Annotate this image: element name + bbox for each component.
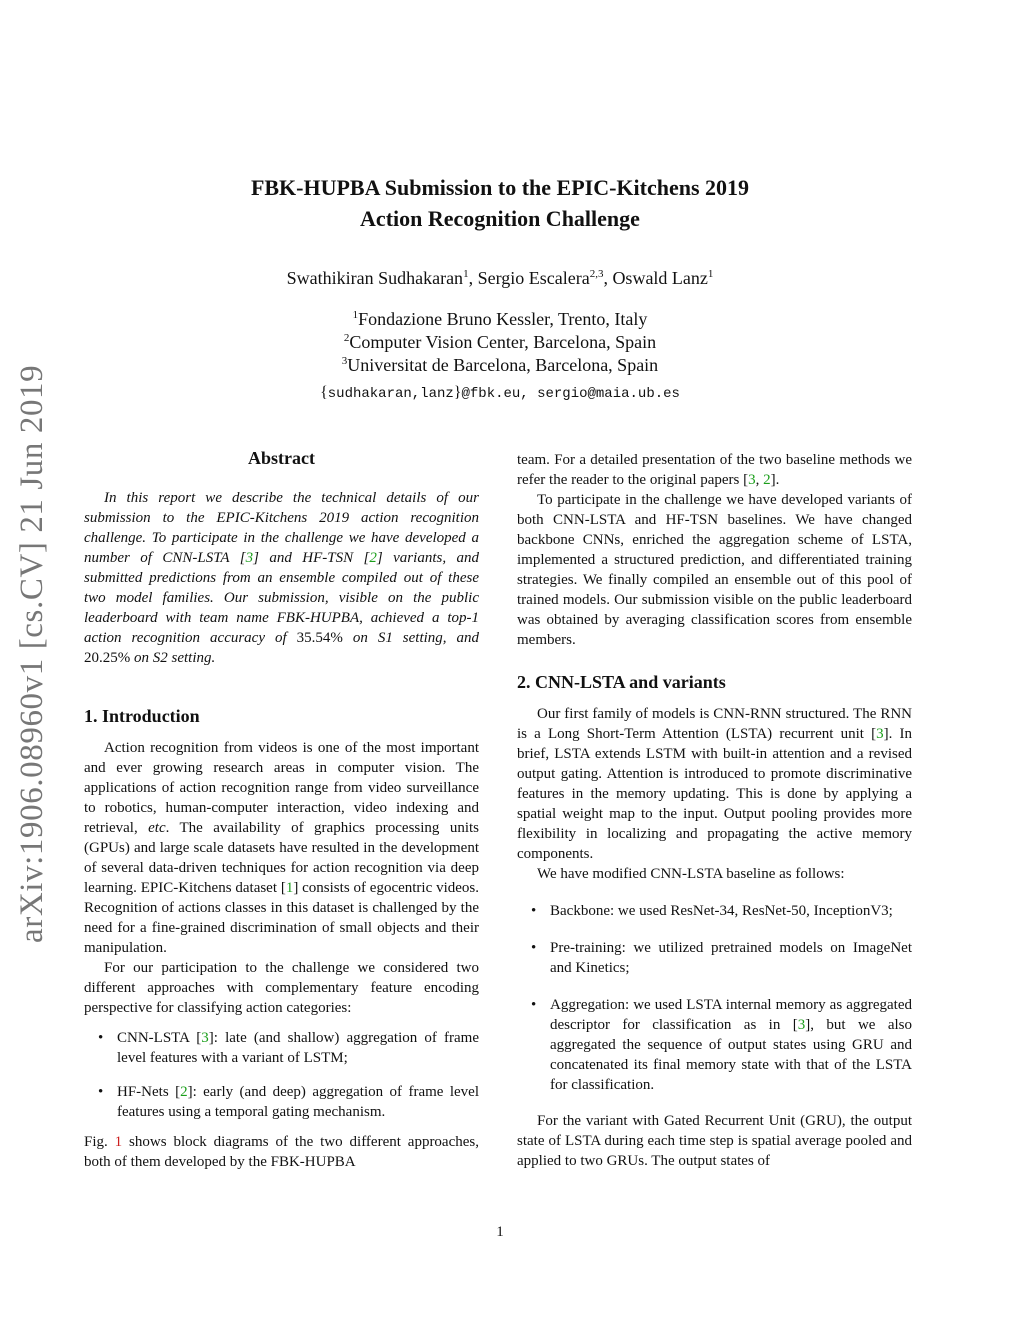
page-number: 1: [496, 1224, 504, 1240]
citation-link[interactable]: 3: [245, 550, 254, 566]
citation-link[interactable]: 3: [748, 472, 756, 488]
author-affiliation-mark: 2,3: [589, 268, 604, 280]
abstract-text: In this report we describe the technical details of our submission to the EPIC-Kitchens 2019 action recognition challenge. To participate in the challenge we have developed a number of CNN-LSTA [3] and HF-TSN [2] variants, and submitted predictions from an ensemble compiled out of these two model families. Our submission, visible on the public leaderboard with team name FBK-HUPBA, achieved a top-1 action recognition accuracy of 35.54% on S1 setting, and 20.25% on S2 setting.: [84, 490, 480, 666]
title-line-1: FBK-HUPBA Submission to the EPIC-Kitchens 2019: [250, 175, 750, 200]
figure-link[interactable]: 1: [114, 1134, 123, 1150]
author-list: [160, 268, 840, 289]
intro-paragraph: To participate in the challenge we have developed variants of both CNN-LSTA and HF-TSN baselines. We have changed backbone CNNs, enriched the aggregation scheme of LSTA, implemented a structured prediction, and differentiated training strategies. We finally compiled an ensemble out of this pool of trained models. Our submission visible on the public leaderboard was obtained by averaging classification scores from ensemble members.: [517, 492, 912, 648]
accuracy-s2: 20.25%: [84, 650, 131, 666]
list-item: • Backbone: we used ResNet-34, ResNet-50, InceptionV3;: [517, 901, 912, 921]
author-name: Oswald Lanz: [612, 268, 708, 288]
author-separator: ,: [603, 268, 613, 288]
author-separator: ,: [468, 268, 478, 288]
author-affiliation-mark: 1: [463, 268, 469, 280]
modification-list: [517, 901, 912, 1095]
body-paragraph: For the variant with Gated Recurrent Unit (GRU), the output state of LSTA during each time step is spatial average pooled and applied to two GRUs. The output states of: [517, 1113, 912, 1169]
author-emails: [160, 383, 840, 404]
left-column: [84, 446, 479, 1172]
affiliation-mark: 3: [341, 355, 348, 367]
list-item: • HF-Nets [2]: early (and deep) aggregation of frame level features using a temporal gating mechanism.: [84, 1082, 479, 1122]
email-brace-close: }: [453, 384, 462, 401]
intro-paragraph: team. For a detailed presentation of the two baseline methods we refer the reader to the original papers [3, 2].: [517, 452, 912, 488]
arxiv-identifier: arXiv:1906.08960v1 [cs.CV] 21 Jun 2019: [14, 364, 50, 944]
author-name: Sergio Escalera: [477, 268, 590, 288]
body-paragraph: Our first family of models is CNN-RNN structured. The RNN is a Long Short-Term Attention (LSTA) recurrent unit [3]. In brief, LSTA extends LSTM with built-in attention and a revised output gating. Attention is introduced to promote discriminative features in the memory updating. This is done by applying a spatial weight map to the input. Output pooling provides more flexibility in localizing and propagating the active memory components.: [517, 706, 912, 862]
citation-link[interactable]: 2: [180, 1084, 188, 1100]
intro-paragraph: Action recognition from videos is one of the most important and ever growing research areas in computer vision. The applications of action recognition range from video surveillance to robotics, human-computer interaction, video indexing and retrieval, etc. The availability of graphics processing units (GPUs) and large scale datasets have resulted in the development of several data-driven techniques for action recognition via deep learning. EPIC-Kitchens dataset [1] consists of egocentric videos. Recognition of actions classes in this dataset is challenged by the need for a fine-grained discrimination of small objects and their manipulation.: [84, 740, 480, 956]
affiliation: [160, 331, 840, 354]
affiliation-list: [160, 308, 840, 377]
list-item: • Aggregation: we used LSTA internal memory as aggregated descriptor for classification as in [3], but we also aggregated the sequence of output states using GRU and concatenated its final memory state with that of the LSTA for classification.: [517, 995, 912, 1095]
affiliation-text: Fondazione Bruno Kessler, Trento, Italy: [358, 309, 648, 329]
intro-paragraph: For our participation to the challenge we considered two different approaches with complementary feature encoding perspective for classifying action categories:: [84, 960, 479, 1016]
citation-link[interactable]: 1: [285, 880, 294, 896]
title-line-2: Action Recognition Challenge: [360, 206, 640, 231]
citation-link[interactable]: 2: [763, 472, 771, 488]
affiliation: [160, 308, 840, 331]
affiliation-text: Universitat de Barcelona, Barcelona, Spain: [347, 355, 659, 375]
affiliation: [160, 354, 840, 377]
list-item: • Pre-training: we utilized pretrained models on ImageNet and Kinetics;: [517, 938, 912, 978]
citation-link[interactable]: 3: [797, 1017, 806, 1033]
body-paragraph: We have modified CNN-LSTA baseline as follows:: [537, 866, 845, 882]
introduction-heading: 1. Introduction: [84, 706, 200, 726]
approach-list: [84, 1028, 479, 1122]
accuracy-s1: 35.54%: [296, 630, 343, 646]
paper-title: [160, 172, 840, 234]
affiliation-mark: 2: [343, 332, 350, 344]
list-item: • CNN-LSTA [3]: late (and shallow) aggregation of frame level features with a variant of LSTM;: [84, 1028, 479, 1068]
citation-link[interactable]: 2: [369, 550, 377, 566]
affiliation-mark: 1: [352, 309, 359, 321]
right-column: [517, 450, 912, 1171]
citation-link[interactable]: 3: [201, 1030, 209, 1046]
abstract-heading: Abstract: [248, 448, 315, 468]
email-brace-open: {: [320, 384, 328, 401]
author-name: Swathikiran Sudhakaran: [286, 268, 464, 288]
section-heading: 2. CNN-LSTA and variants: [517, 672, 726, 692]
affiliation-text: Computer Vision Center, Barcelona, Spain: [349, 332, 657, 352]
email-domains: @fbk.eu, sergio@maia.ub.es: [461, 386, 680, 402]
author-affiliation-mark: 1: [707, 268, 714, 280]
intro-paragraph: Fig. 1 shows block diagrams of the two different approaches, both of them developed by the FBK-HUPBA: [84, 1134, 479, 1170]
email-names: sudhakaran,lanz: [327, 386, 454, 402]
citation-link[interactable]: 3: [876, 726, 884, 742]
